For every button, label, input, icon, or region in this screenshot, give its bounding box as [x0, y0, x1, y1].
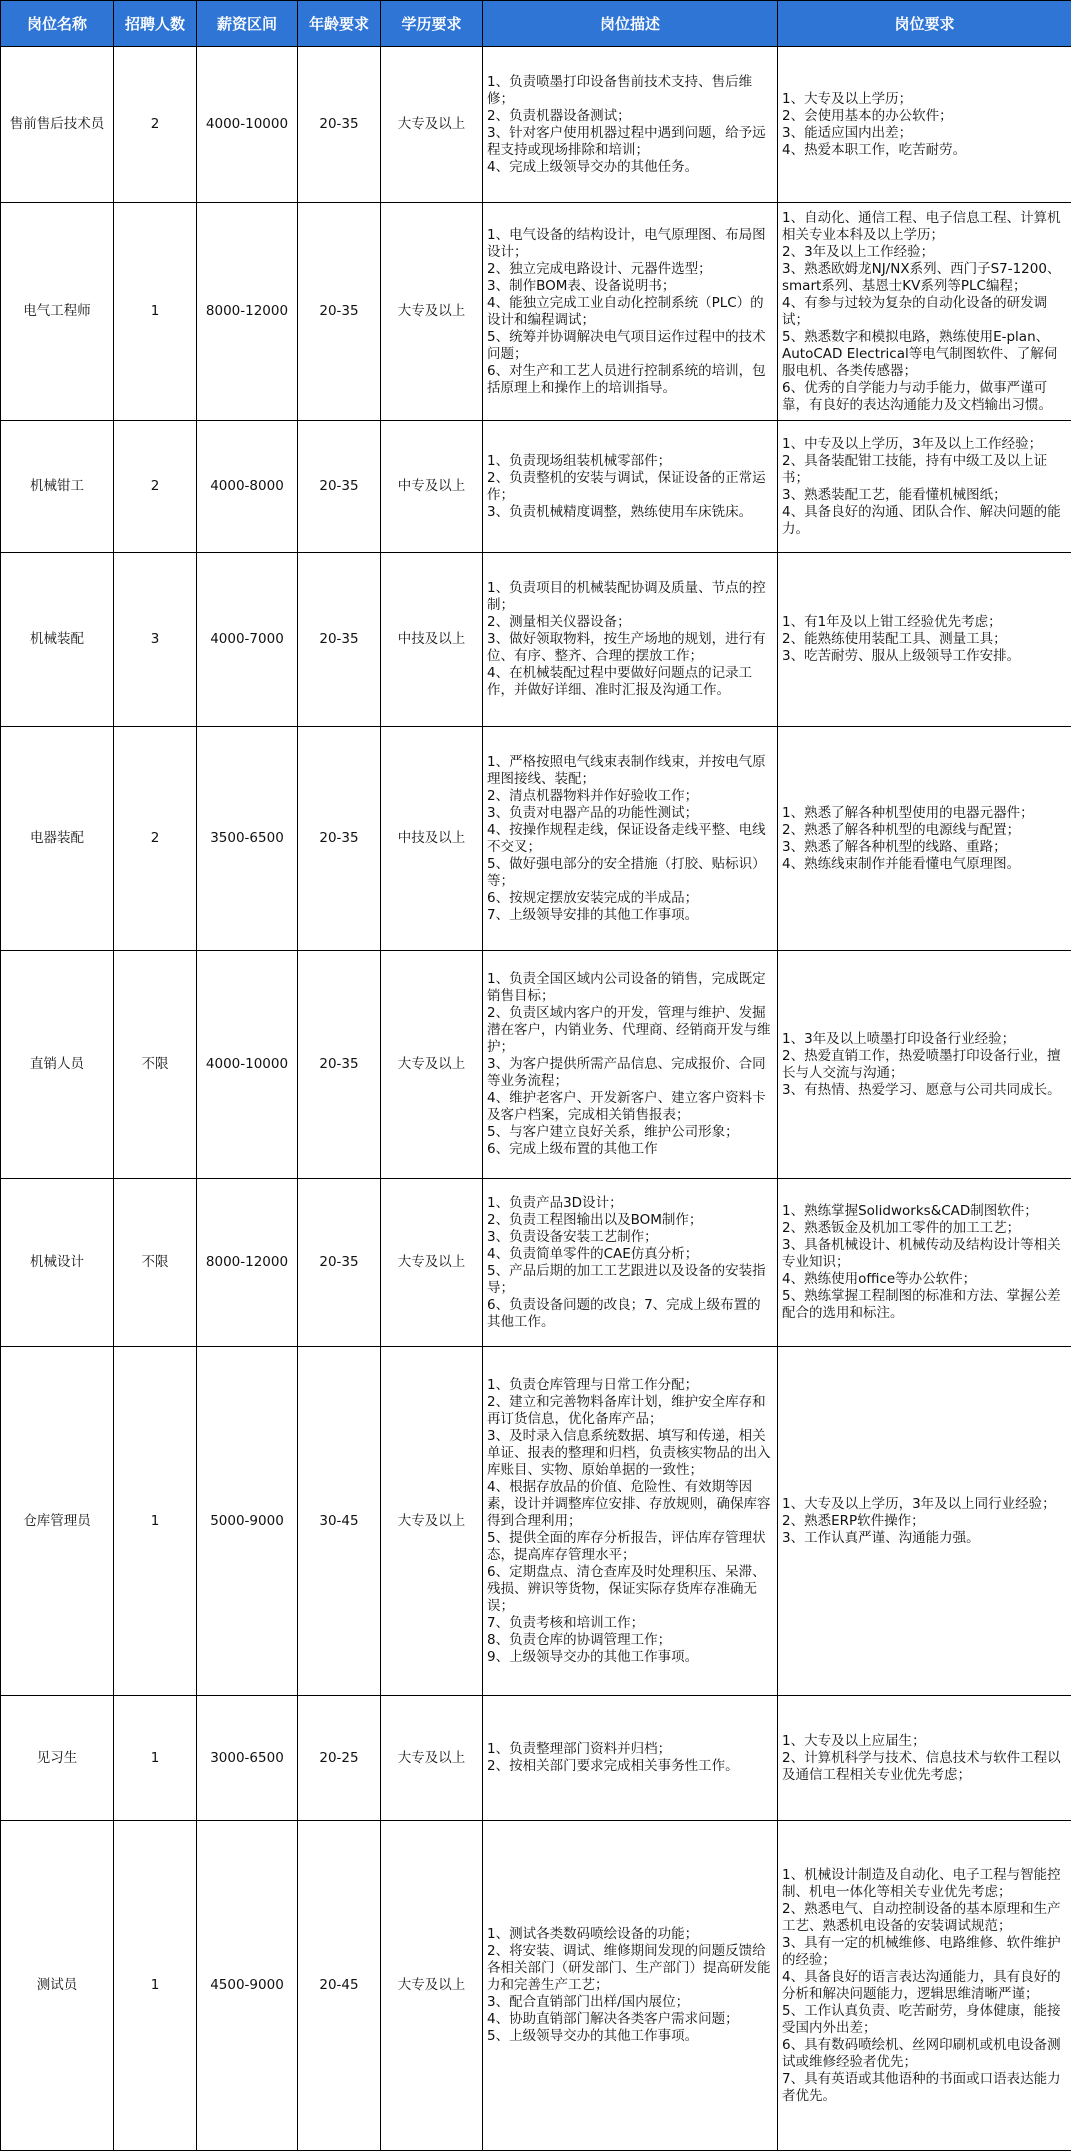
headcount-cell: 不限 — [114, 951, 197, 1179]
description-line: 1、负责全国区域内公司设备的销售，完成既定销售目标； — [487, 971, 766, 1004]
job-title-cell: 机械设计 — [1, 1179, 114, 1347]
requirement-line: 4、具备良好的沟通、团队合作、解决问题的能力。 — [782, 503, 1061, 537]
requirements-cell — [778, 1821, 1071, 2151]
job-title-cell: 机械钳工 — [1, 421, 114, 553]
description-line: 3、为客户提供所需产品信息、完成报价、合同等业务流程； — [487, 1056, 766, 1089]
requirement-line: 2、热爱直销工作，热爱喷墨打印设备行业，擅长与人交流与沟通； — [782, 1047, 1061, 1081]
requirement-line: 4、热爱本职工作，吃苦耐劳。 — [782, 141, 967, 158]
job-title-cell: 售前售后技术员 — [1, 47, 114, 203]
requirements-cell — [778, 1696, 1071, 1821]
description-line: 1、负责整理部门资料并归档； — [487, 1741, 672, 1757]
description-cell — [483, 553, 778, 727]
description-line: 6、完成上级布置的其他工作 — [487, 1141, 658, 1157]
requirements-cell — [778, 47, 1071, 203]
description-line: 5、与客户建立良好关系，维护公司形象； — [487, 1124, 739, 1140]
job-title-cell: 直销人员 — [1, 951, 114, 1179]
header-education: 学历要求 — [381, 1, 483, 47]
age-cell: 20-35 — [298, 727, 381, 951]
education-cell: 大专及以上 — [381, 1179, 483, 1347]
requirements-cell — [778, 1179, 1071, 1347]
requirement-line: 4、熟练使用office等办公软件； — [782, 1271, 977, 1287]
requirements-cell — [778, 951, 1071, 1179]
age-cell: 20-35 — [298, 553, 381, 727]
requirement-line: 1、大专及以上学历，3年及以上同行业经验； — [782, 1495, 1056, 1512]
requirement-line: 4、有参与过较为复杂的自动化设备的研发调试； — [782, 294, 1048, 328]
description-line: 2、清点机器物料并作好验收工作； — [487, 787, 699, 804]
description-line: 6、负责设备问题的改良；7、完成上级布置的其他工作。 — [487, 1296, 761, 1330]
requirement-line: 4、熟练线束制作并能看懂电气原理图。 — [782, 855, 1021, 872]
table-row — [1, 951, 1071, 1179]
requirements-cell — [778, 553, 1071, 727]
job-title-cell: 电气工程师 — [1, 203, 114, 421]
description-line: 4、维护老客户、开发新客户、建立客户资料卡及客户档案，完成相关销售报表； — [487, 1090, 766, 1123]
requirement-line: 2、具备装配钳工技能，持有中级工及以上证书； — [782, 452, 1048, 486]
requirement-line: 3、熟悉装配工艺，能看懂机械图纸； — [782, 486, 1007, 503]
table-body — [1, 47, 1071, 2151]
salary-cell: 5000-9000 — [197, 1347, 298, 1696]
education-cell: 大专及以上 — [381, 1821, 483, 2151]
description-line: 2、负责工程图输出以及BOM制作； — [487, 1211, 703, 1228]
description-cell — [483, 1821, 778, 2151]
requirement-line: 1、熟悉了解各种机型使用的电器元器件； — [782, 804, 1034, 821]
header-description: 岗位描述 — [483, 1, 778, 47]
table-row — [1, 553, 1071, 727]
headcount-cell: 1 — [114, 203, 197, 421]
education-cell: 大专及以上 — [381, 47, 483, 203]
table-row — [1, 203, 1071, 421]
requirement-line: 3、熟悉欧姆龙NJ/NX系列、西门子S7-1200、smart系列、基恩士KV系列等PLC编程； — [782, 260, 1061, 294]
description-line: 1、负责项目的机械装配协调及质量、节点的控制； — [487, 580, 766, 613]
age-cell: 20-35 — [298, 951, 381, 1179]
age-cell: 20-35 — [298, 421, 381, 553]
salary-cell: 4000-7000 — [197, 553, 298, 727]
job-title-cell: 仓库管理员 — [1, 1347, 114, 1696]
requirement-line: 1、自动化、通信工程、电子信息工程、计算机相关专业本科及以上学历； — [782, 209, 1061, 243]
description-line: 1、电气设备的结构设计，电气原理图、布局图设计； — [487, 226, 766, 260]
table-row — [1, 421, 1071, 553]
age-cell: 20-25 — [298, 1696, 381, 1821]
requirement-line: 3、具有一定的机械维修、电路维修、软件维护的经验； — [782, 1934, 1061, 1968]
age-cell: 20-35 — [298, 1179, 381, 1347]
description-line: 6、对生产和工艺人员进行控制系统的培训，包括原理上和操作上的培训指导。 — [487, 362, 766, 396]
requirement-line: 3、有热情、热爱学习、愿意与公司共同成长。 — [782, 1081, 1061, 1098]
description-cell — [483, 421, 778, 553]
header-count: 招聘人数 — [114, 1, 197, 47]
description-line: 2、负责机器设备测试； — [487, 107, 631, 124]
header-salary: 薪资区间 — [197, 1, 298, 47]
requirement-line: 2、熟悉钣金及机加工零件的加工工艺； — [782, 1220, 1021, 1236]
requirement-line: 2、会使用基本的办公软件； — [782, 107, 953, 124]
description-line: 2、负责整机的安装与调试，保证设备的正常运作； — [487, 469, 766, 503]
description-line: 5、做好强电部分的安全措施（打胶、贴标识）等； — [487, 855, 766, 889]
description-line: 2、按相关部门要求完成相关事务性工作。 — [487, 1758, 739, 1774]
description-line: 8、负责仓库的协调管理工作； — [487, 1631, 672, 1648]
salary-cell: 8000-12000 — [197, 1179, 298, 1347]
headcount-cell: 1 — [114, 1696, 197, 1821]
description-line: 3、及时录入信息系统数据、填写和传递，相关单证、报表的整理和归档，负责核实物品的出入库账目、实物、原始单据的一致性； — [487, 1427, 771, 1478]
description-line: 3、做好领取物料，按生产场地的规划，进行有位、有序、整齐、合理的摆放工作； — [487, 631, 766, 664]
salary-cell: 4500-9000 — [197, 1821, 298, 2151]
header-row — [1, 1, 1071, 47]
headcount-cell: 2 — [114, 727, 197, 951]
requirement-line: 2、熟悉了解各种机型的电源线与配置； — [782, 821, 1021, 838]
education-cell: 中技及以上 — [381, 553, 483, 727]
description-line: 7、负责考核和培训工作； — [487, 1614, 645, 1631]
requirement-line: 1、有1年及以上钳工经验优先考虑； — [782, 614, 1002, 630]
header-age: 年龄要求 — [298, 1, 381, 47]
description-line: 7、上级领导安排的其他工作事项。 — [487, 906, 699, 923]
table-row — [1, 1347, 1071, 1696]
requirement-line: 3、工作认真严谨、沟通能力强。 — [782, 1529, 980, 1546]
description-line: 1、负责现场组装机械零部件； — [487, 452, 672, 469]
description-cell — [483, 1696, 778, 1821]
requirement-line: 2、熟悉电气、自动控制设备的基本原理和生产工艺、熟悉机电设备的安装调试规范； — [782, 1900, 1061, 1934]
job-title-cell: 机械装配 — [1, 553, 114, 727]
requirement-line: 3、吃苦耐劳、服从上级领导工作安排。 — [782, 648, 1021, 664]
description-line: 3、负责对电器产品的功能性测试； — [487, 804, 699, 821]
description-line: 4、协助直销部门解决各类客户需求问题； — [487, 2011, 739, 2027]
requirement-line: 6、优秀的自学能力与动手能力，做事严谨可靠，有良好的表达沟通能力及文档输出习惯。 — [782, 379, 1052, 413]
description-line: 3、制作BOM表、设备说明书； — [487, 277, 676, 294]
salary-cell: 3000-6500 — [197, 1696, 298, 1821]
education-cell: 中技及以上 — [381, 727, 483, 951]
education-cell: 中专及以上 — [381, 421, 483, 553]
description-line: 1、负责产品3D设计； — [487, 1194, 623, 1211]
description-line: 1、负责喷墨打印设备售前技术支持、售后维修； — [487, 73, 753, 107]
table-row — [1, 1821, 1071, 2151]
description-cell — [483, 1179, 778, 1347]
description-cell — [483, 951, 778, 1179]
requirement-line: 1、3年及以上喷墨打印设备行业经验； — [782, 1030, 1016, 1047]
requirement-line: 2、计算机科学与技术、信息技术与软件工程以及通信工程相关专业优先考虑； — [782, 1749, 1061, 1783]
age-cell: 20-45 — [298, 1821, 381, 2151]
description-line: 6、按规定摆放安装完成的半成品； — [487, 889, 699, 906]
education-cell: 大专及以上 — [381, 1347, 483, 1696]
header-title: 岗位名称 — [1, 1, 114, 47]
requirements-cell — [778, 727, 1071, 951]
requirements-cell — [778, 421, 1071, 553]
age-cell: 30-45 — [298, 1347, 381, 1696]
requirement-line: 5、熟练掌握工程制图的标准和方法、掌握公差配合的选用和标注。 — [782, 1288, 1061, 1321]
description-line: 9、上级领导交办的其他工作事项。 — [487, 1648, 699, 1665]
requirement-line: 1、大专及以上应届生； — [782, 1732, 926, 1749]
description-cell — [483, 47, 778, 203]
requirements-cell — [778, 203, 1071, 421]
table-row — [1, 1179, 1071, 1347]
table-row — [1, 727, 1071, 951]
requirements-cell — [778, 1347, 1071, 1696]
salary-cell: 4000-10000 — [197, 47, 298, 203]
headcount-cell: 不限 — [114, 1179, 197, 1347]
requirement-line: 2、熟悉ERP软件操作； — [782, 1512, 925, 1529]
requirement-line: 5、工作认真负责、吃苦耐劳，身体健康，能接受国内外出差； — [782, 2002, 1061, 2036]
education-cell: 大专及以上 — [381, 203, 483, 421]
requirement-line: 6、具有数码喷绘机、丝网印刷机或机电设备测试或维修经验者优先； — [782, 2036, 1061, 2070]
description-line: 4、根据存放品的价值、危险性、有效期等因素，设计并调整库位安排、存放规则，确保库容得到合理利用； — [487, 1478, 771, 1529]
requirement-line: 5、熟悉数字和模拟电路，熟练使用E-plan、AutoCAD Electrical等电气制图软件、了解伺服电机、各类传感器； — [782, 328, 1058, 379]
age-cell: 20-35 — [298, 47, 381, 203]
education-cell: 大专及以上 — [381, 951, 483, 1179]
description-cell — [483, 203, 778, 421]
description-line: 3、负责机械精度调整，熟练使用车床铣床。 — [487, 503, 753, 520]
headcount-cell: 2 — [114, 47, 197, 203]
requirement-line: 2、3年及以上工作经验； — [782, 243, 935, 260]
job-title-cell: 见习生 — [1, 1696, 114, 1821]
description-line: 5、上级领导交办的其他工作事项。 — [487, 2028, 699, 2044]
description-line: 4、完成上级领导交办的其他任务。 — [487, 158, 699, 175]
header-requirements: 岗位要求 — [778, 1, 1071, 47]
requirement-line: 1、机械设计制造及自动化、电子工程与智能控制、机电一体化等相关专业优先考虑； — [782, 1866, 1061, 1900]
description-line: 5、提供全面的库存分析报告，评估库存管理状态，提高库存管理水平； — [487, 1529, 766, 1563]
salary-cell: 8000-12000 — [197, 203, 298, 421]
requirement-line: 4、具备良好的语言表达沟通能力，具有良好的分析和解决问题能力，逻辑思维清晰严谨； — [782, 1968, 1061, 2002]
description-line: 4、在机械装配过程中要做好问题点的记录工作，并做好详细、准时汇报及沟通工作。 — [487, 665, 753, 698]
requirement-line: 7、具有英语或其他语种的书面或口语表达能力者优先。 — [782, 2070, 1061, 2104]
requirement-line: 2、能熟练使用装配工具、测量工具； — [782, 631, 1007, 647]
salary-cell: 3500-6500 — [197, 727, 298, 951]
description-line: 2、将安装、调试、维修期间发现的问题反馈给各相关部门（研发部门、生产部门）提高研发能力和完善生产工艺； — [487, 1943, 771, 1993]
headcount-cell: 1 — [114, 1821, 197, 2151]
requirement-line: 1、中专及以上学历，3年及以上工作经验； — [782, 435, 1043, 452]
description-line: 2、独立完成电路设计、元器件选型； — [487, 260, 712, 277]
requirement-line: 3、具备机械设计、机械传动及结构设计等相关专业知识； — [782, 1237, 1061, 1270]
description-line: 5、产品后期的加工工艺跟进以及设备的安装指导； — [487, 1262, 766, 1296]
description-line: 4、按操作规程走线，保证设备走线平整、电线不交叉； — [487, 821, 766, 855]
description-cell — [483, 1347, 778, 1696]
headcount-cell: 1 — [114, 1347, 197, 1696]
job-title-cell: 测试员 — [1, 1821, 114, 2151]
job-title-cell: 电器装配 — [1, 727, 114, 951]
description-line: 3、负责设备安装工艺制作； — [487, 1228, 658, 1245]
headcount-cell: 2 — [114, 421, 197, 553]
table-row — [1, 1696, 1071, 1821]
requirement-line: 1、熟练掌握Solidworks&CAD制图软件； — [782, 1203, 1038, 1219]
salary-cell: 4000-10000 — [197, 951, 298, 1179]
description-line: 4、能独立完成工业自动化控制系统（PLC）的设计和编程调试； — [487, 294, 764, 328]
requirement-line: 3、能适应国内出差； — [782, 124, 913, 141]
description-line: 6、定期盘点、清仓查库及时处理积压、呆滞、残损、辨识等货物，保证实际存货库存准确无误； — [487, 1563, 766, 1614]
description-line: 2、测量相关仪器设备； — [487, 614, 631, 630]
description-line: 1、严格按照电气线束表制作线束，并按电气原理图接线、装配； — [487, 753, 766, 787]
description-cell — [483, 727, 778, 951]
requirement-line: 3、熟悉了解各种机型的线路、重路； — [782, 838, 1007, 855]
description-line: 1、测试各类数码喷绘设备的功能； — [487, 1926, 699, 1942]
table-row — [1, 47, 1071, 203]
description-line: 2、建立和完善物料备库计划，维护安全库存和再订货信息，优化备库产品； — [487, 1393, 766, 1427]
description-line: 1、负责仓库管理与日常工作分配； — [487, 1376, 699, 1393]
description-line: 3、针对客户使用机器过程中遇到问题，给予远程支持或现场排除和培训； — [487, 124, 766, 158]
description-line: 3、配合直销部门出样/国内展位； — [487, 1994, 690, 2010]
description-line: 4、负责简单零件的CAE仿真分析； — [487, 1245, 699, 1262]
description-line: 5、统筹并协调解决电气项目运作过程中的技术问题； — [487, 328, 766, 362]
headcount-cell: 3 — [114, 553, 197, 727]
age-cell: 20-35 — [298, 203, 381, 421]
salary-cell: 4000-8000 — [197, 421, 298, 553]
requirement-line: 1、大专及以上学历； — [782, 90, 913, 107]
education-cell: 大专及以上 — [381, 1696, 483, 1821]
description-line: 2、负责区域内客户的开发，管理与维护、发掘潜在客户，内销业务、代理商、经销商开发与维护； — [487, 1005, 771, 1055]
